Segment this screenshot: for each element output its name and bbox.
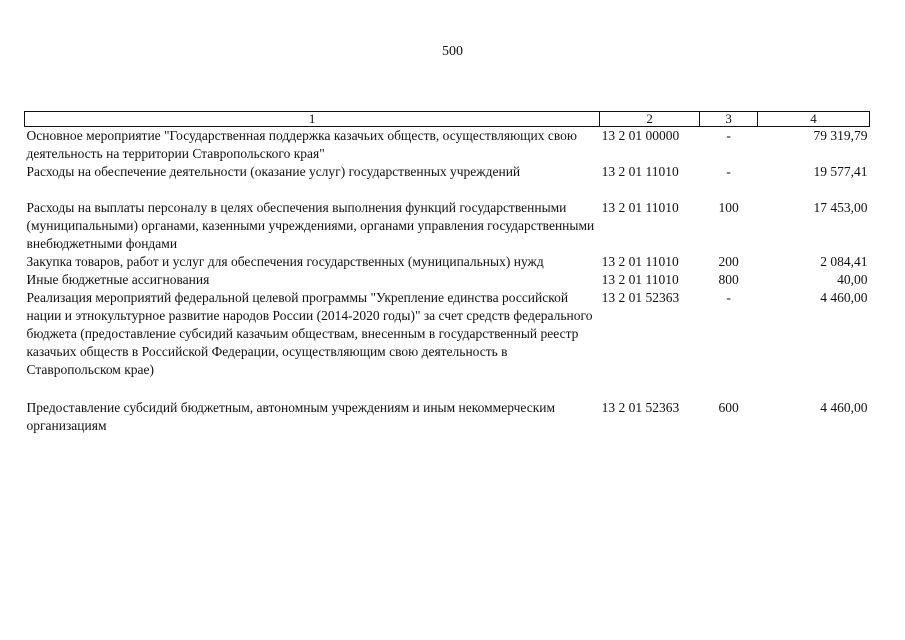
row-code: 13 2 01 00000 xyxy=(601,128,680,143)
row-amount: 17 453,00 xyxy=(813,200,868,215)
row-expense-type: - xyxy=(726,164,731,179)
table-row xyxy=(25,399,870,435)
table-row xyxy=(25,289,870,399)
table-row xyxy=(25,199,870,253)
row-name: Основное мероприятие "Государственная поддержка казачьих обществ, осуществляющих свою деятельность на территории Ставропольского края" xyxy=(26,128,578,161)
table-row xyxy=(25,127,870,164)
row-name: Расходы на выплаты персоналу в целях обеспечения выполнения функций государственными (муниципальными) органами, казенными учреждениями, органами управления государственными внебюджетными фондами xyxy=(26,200,595,251)
column-header-3: 3 xyxy=(700,112,758,127)
row-amount: 40,00 xyxy=(837,272,868,287)
column-header-1: 1 xyxy=(25,112,600,127)
row-amount: 4 460,00 xyxy=(820,290,868,305)
row-expense-type: - xyxy=(726,290,731,305)
row-expense-type: 800 xyxy=(718,272,739,287)
row-amount: 2 084,41 xyxy=(820,254,868,269)
row-code: 13 2 01 11010 xyxy=(601,164,679,179)
column-header-4: 4 xyxy=(758,112,870,127)
row-expense-type: - xyxy=(726,128,731,143)
row-amount: 4 460,00 xyxy=(820,400,868,415)
row-name: Предоставление субсидий бюджетным, автономным учреждениям и иным некоммерческим организациям xyxy=(26,400,556,433)
row-amount: 19 577,41 xyxy=(813,164,868,179)
row-code: 13 2 01 11010 xyxy=(601,200,679,215)
budget-table xyxy=(24,111,870,435)
row-expense-type: 200 xyxy=(718,254,739,269)
row-code: 13 2 01 11010 xyxy=(601,254,679,269)
row-name: Закупка товаров, работ и услуг для обеспечения государственных (муниципальных) нужд xyxy=(26,254,544,269)
table-header-row xyxy=(25,112,870,127)
row-code: 13 2 01 52363 xyxy=(601,400,680,415)
table-row xyxy=(25,163,870,199)
row-expense-type: 100 xyxy=(718,200,739,215)
row-amount: 79 319,79 xyxy=(813,128,868,143)
row-code: 13 2 01 11010 xyxy=(601,272,679,287)
row-name: Реализация мероприятий федеральной целевой программы "Укрепление единства российской нации и этнокультурное развитие народов России (2014-2020 годы)" за счет средств федерального бюджета (предоставление субсидий казачьим обществам, внесенным в государственный реестр казачьих обществ в Российской Федерации, осуществляющим свою деятельность в Ставропольском крае) xyxy=(26,290,593,377)
table-row xyxy=(25,271,870,289)
page-number: 500 xyxy=(442,44,463,59)
column-header-2: 2 xyxy=(600,112,700,127)
row-expense-type: 600 xyxy=(718,400,739,415)
row-name: Расходы на обеспечение деятельности (оказание услуг) государственных учреждений xyxy=(26,164,521,179)
row-name: Иные бюджетные ассигнования xyxy=(26,272,210,287)
table-row xyxy=(25,253,870,271)
row-code: 13 2 01 52363 xyxy=(601,290,680,305)
